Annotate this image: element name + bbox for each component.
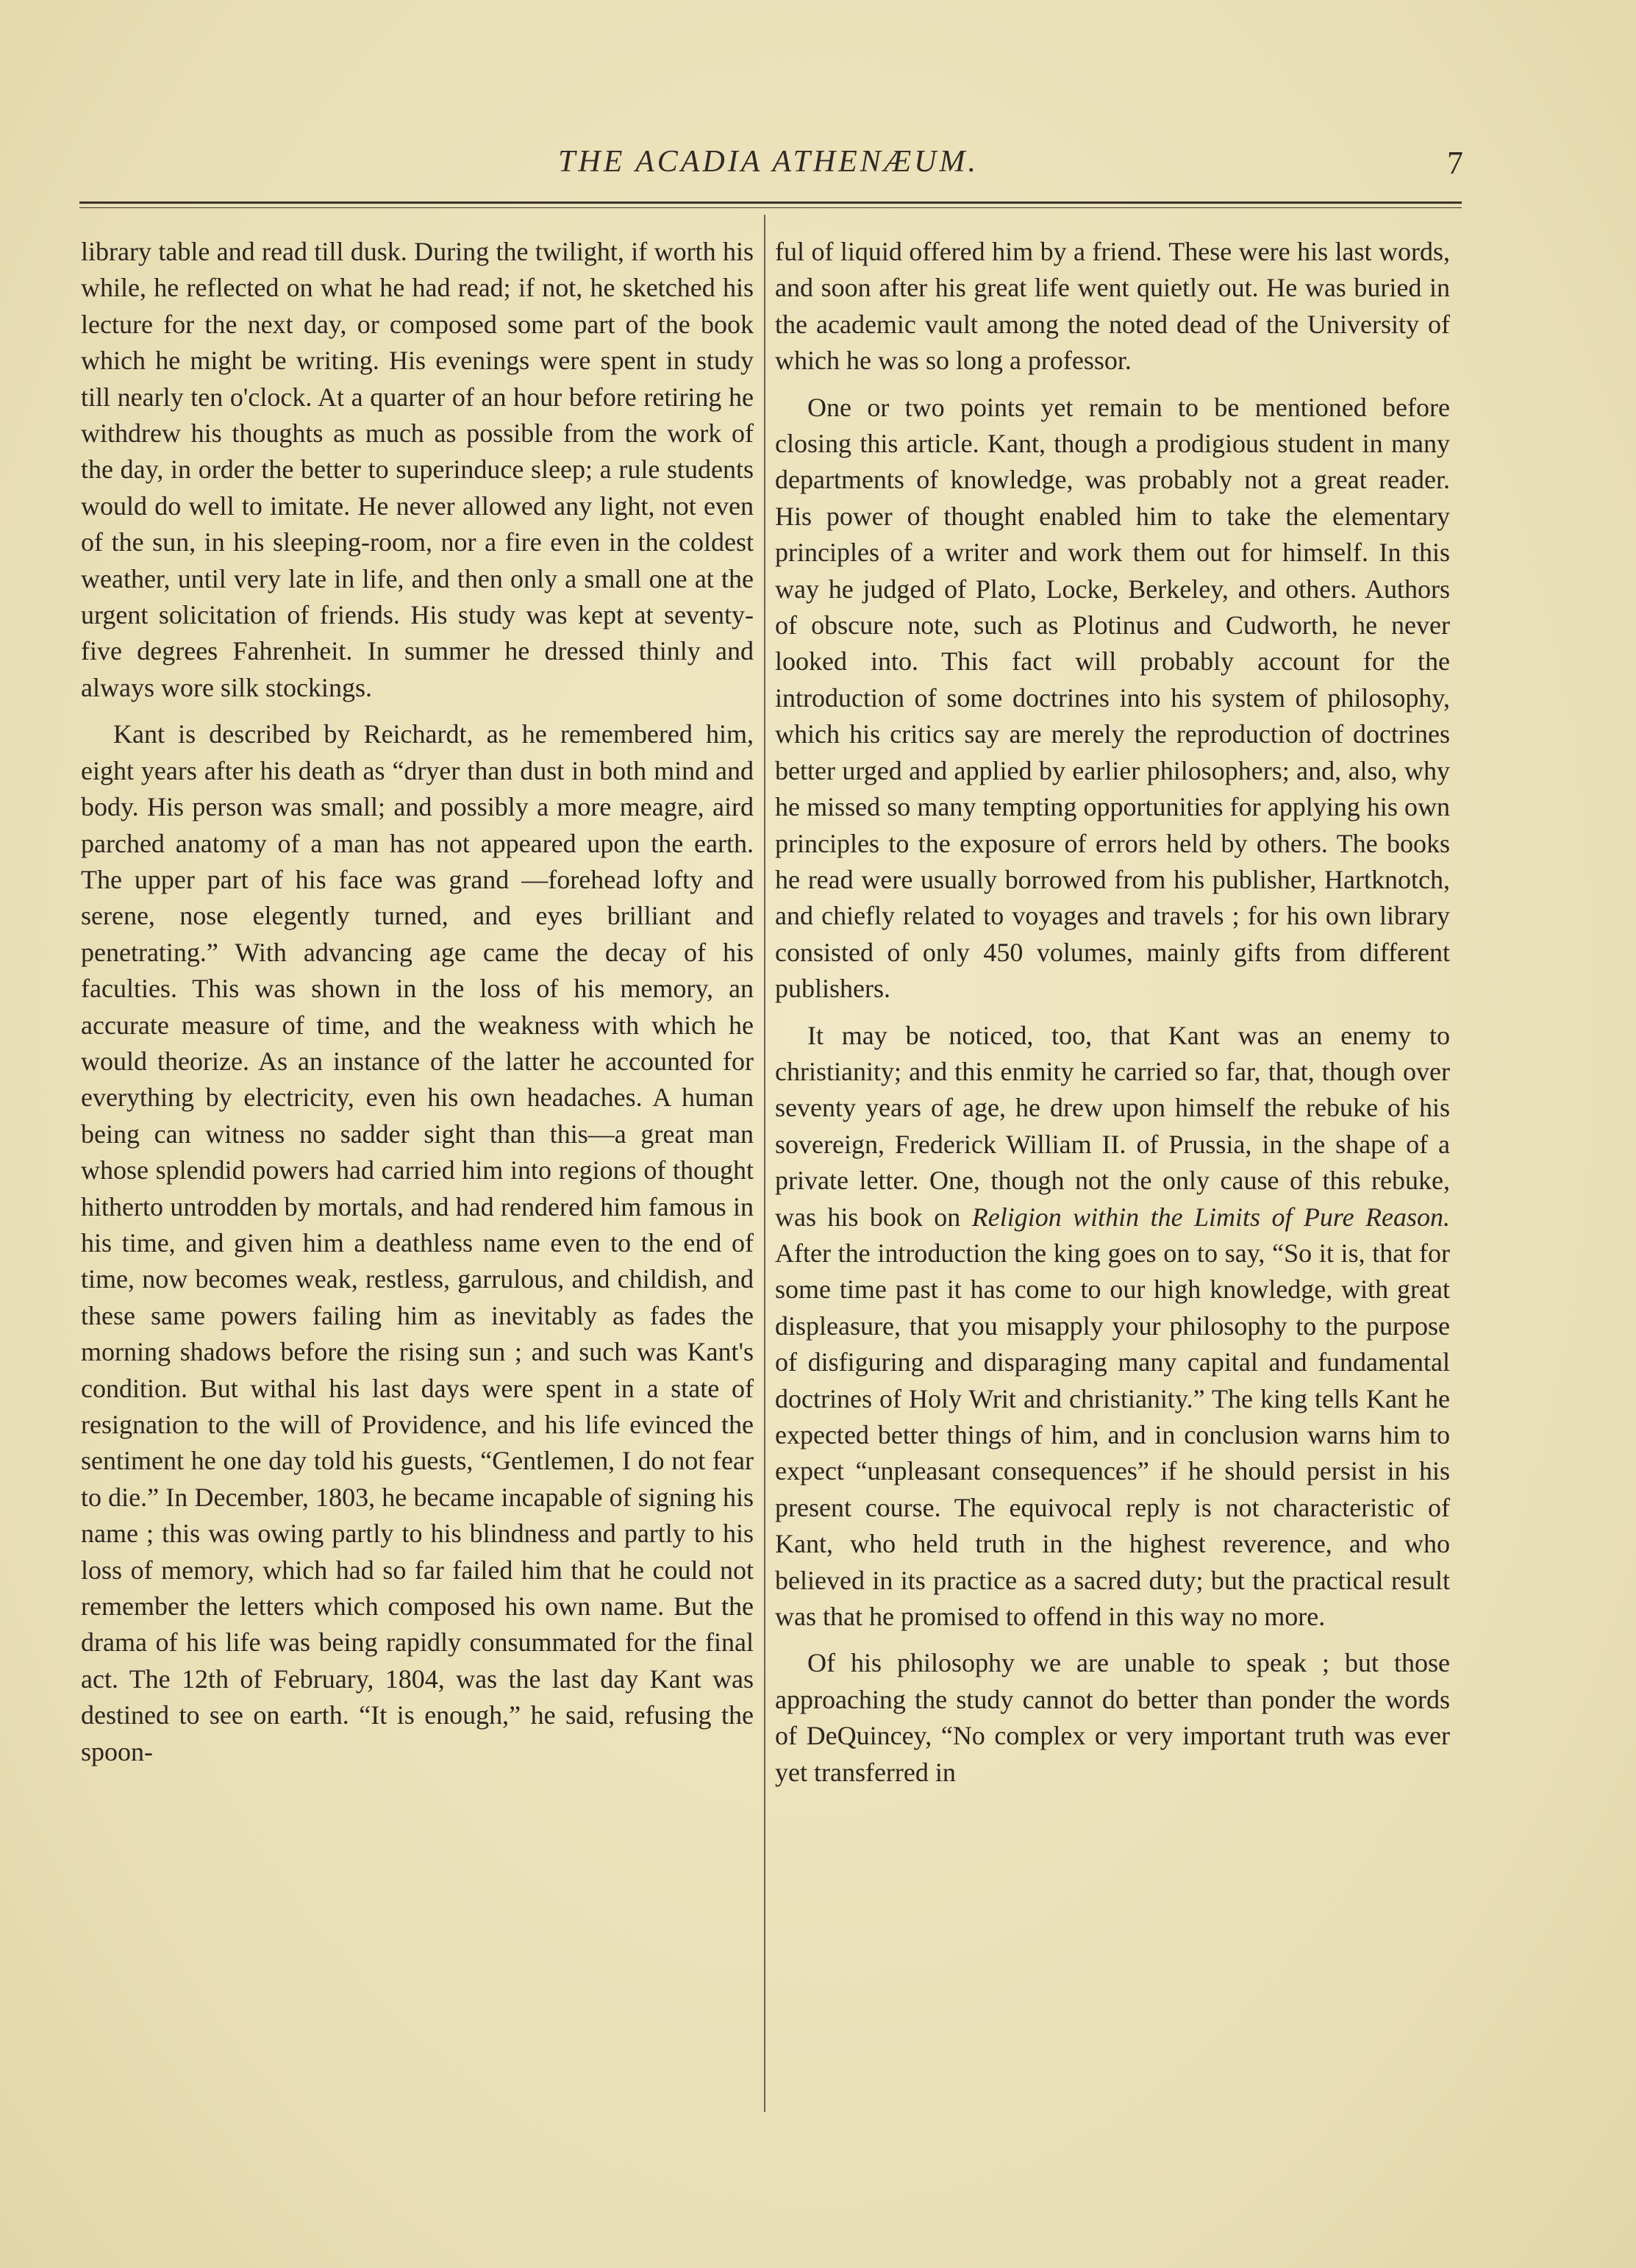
paragraph: Kant is described by Reichardt, as he remembered him, eight years after his death as “dryer than dust in both mind and body. His person was small; and possibly a more meagre, aird parched anatomy of a man has not appeared upon the earth. The upper part of his face was grand —forehead lofty and serene, nose elegently turned, and eyes brilliant and penetrating.” With advancing age came the decay of his faculties. This was shown in the loss of his memory, an accurate measure of time, and the weakness with which he would theorize. As an instance of the latter he accounted for everything by electricity, even his own headaches. A human being can witness no sadder sight than this—a great man whose splendid powers had carried him into regions of thought hitherto untrodden by mortals, and had rendered him famous in his time, and given him a deathless name even to the end of time, now becomes weak, restless, garrulous, and childish, and these same powers failing him as inevitably as fades the morning shadows before the rising sun ; and such was Kant's condition. But withal his last days were spent in a state of resignation to the will of Providence, and his life evinced the sentiment he one day told his guests, “Gentlemen, I do not fear to die.” In December, 1803, he became incapable of signing his name ; this was owing partly to his blindness and partly to his loss of memory, which had so far failed him that he could not remember the letters which composed his own name. But the drama of his life was being rapidly consummated for the final act. The 12th of February, 1804, was the last day Kant was destined to see on earth. “It is enough,” he said, refusing the spoon- — [81, 719, 754, 1766]
paragraph: One or two points yet remain to be mentioned before closing this article. Kant, though a prodigious student in many departments of knowledge, was probably not a great reader. His power of thought enabled him to take the elementary principles of a writer and work them out for himself. In this way he judged of Plato, Locke, Berkeley, and others. Authors of obscure note, such as Plotinus and Cudworth, he never looked into. This fact will probably account for the introduction of some doctrines into his system of philosophy, which his critics say are merely the reproduction of doctrines better urged and applied by earlier philosophers; and, also, why he missed so many tempting opportunities for applying his own principles to the exposure of errors held by others. The books he read were usually borrowed from his publisher, Hartknotch, and chiefly related to voyages and travels ; for his own library consisted of only 450 volumes, mainly gifts from different publishers. — [775, 392, 1450, 1004]
paragraph: library table and read till dusk. During the twilight, if worth his while, he reflected on what he had read; if not, he sketched his lecture for the next day, or composed some part of the book which he might be writing. His evenings were spent in study till nearly ten o'clock. At a quarter of an hour before retiring he withdrew his thoughts as much as possible from the work of the day, in order the better to superinduce sleep; a rule students would do well to imitate. He never allowed any light, not even of the sun, in his sleeping-room, nor a fire even in the coldest weather, until very late in life, and then only a small one at the urgent solicitation of friends. His study was kept at seventy-five degrees Fahrenheit. In summer he dressed thinly and always wore silk stockings. — [81, 237, 754, 702]
paragraph: ful of liquid offered him by a friend. These were his last words, and soon after his great life went quietly out. He was buried in the academic vault among the noted dead of the University of which he was so long a professor. — [775, 237, 1450, 376]
header-rule-thin — [79, 207, 1462, 208]
running-header — [81, 144, 1463, 196]
paragraph — [775, 1018, 1450, 1636]
paragraph-text: It may be noticed, too, that Kant was an enemy to christianity; and this enmity he carried so far, that, though over seventy years of age, he drew upon himself the rebuke of his sovereign, Frederick William II. of Prussia, in the shape of a private letter. One, though not the only cause of this rebuke, was his book on — [775, 1020, 1450, 1232]
page-number: 7 — [1447, 145, 1463, 181]
book-title: Religion within the Limits of Pure Reason. — [971, 1202, 1450, 1232]
right-column — [775, 234, 1450, 1791]
left-column — [81, 234, 754, 1770]
paragraph: Of his philosophy we are unable to speak ; but those approaching the study cannot do better than ponder the words of DeQuincey, “No complex or very important truth was ever yet transferred in — [775, 1648, 1450, 1787]
journal-title: THE ACADIA ATHENÆUM. — [558, 145, 979, 179]
paragraph-text: After the introduction the king goes on to say, “So it is, that for some time past it has come to our high knowledge, with great displeasure, that you misapply your philosophy to the purpose of disfiguring and disparaging many capital and fundamental doctrines of Holy Writ and christianity.” The king tells Kant he expected better things of him, and in conclusion warns him to expect “unpleasant consequences” if he should persist in his present course. The equivocal reply is not characteristic of Kant, who held truth in the highest reverence, and who believed in its practice as a sacred duty; but the practical result was that he promised to offend in this way no more. — [775, 1238, 1450, 1632]
header-rule-thick — [79, 202, 1462, 204]
column-divider — [764, 215, 765, 2112]
